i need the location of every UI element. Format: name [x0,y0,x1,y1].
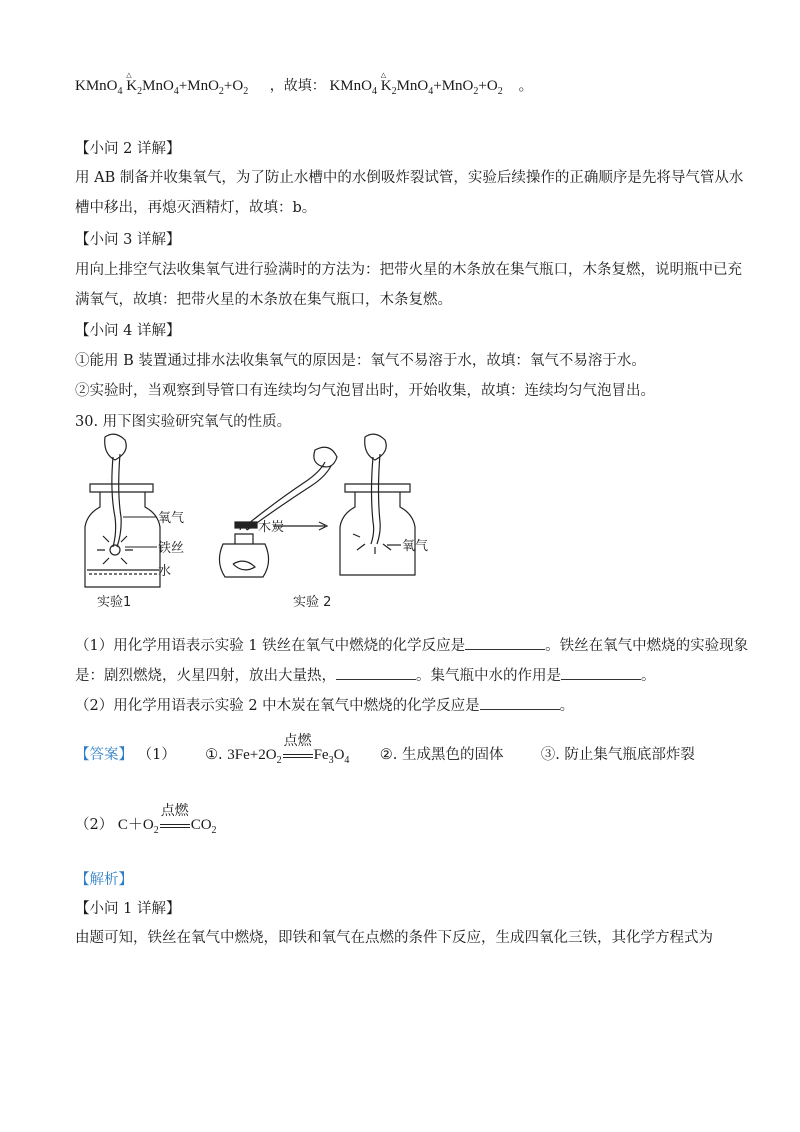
subq1-text-a: （1）用化学用语表示实验 1 铁丝在氧气中燃烧的化学反应是 [75,638,466,654]
label-iron-wire: 铁丝 [158,541,185,556]
formula-mno4: MnO [142,78,174,94]
eq2-condition: 点燃 [160,803,189,819]
subq1-text-c: 是：剧烈燃烧，火星四射，放出大量热， [75,668,336,684]
label-charcoal: 木炭 [258,520,285,535]
formula-k: K [126,78,138,94]
eq1-arrow [282,733,314,764]
q4-text-1: ①能用 B 装置通过排水法收集氧气的原因是：氧气不易溶于水，故填：氧气不易溶于水。 [75,353,646,369]
caption-exp2: 实验 2 [293,595,332,610]
label-oxygen-3: 氧气 [402,539,429,554]
q2-text-1: 用 AB 制备并收集氧气，为了防止水槽中的水倒吸炸裂试管，实验后续操作的正确顺序是先将导气管从水 [75,170,744,186]
formula-k-2: K [380,78,392,94]
analysis-heading: 【小问 1 详解】 [75,901,181,917]
answer-part1: （1） [137,747,176,763]
formula-kmno4-2: KMnO [329,78,372,94]
formula-mno2-2: +MnO [433,78,474,94]
period: 。 [518,78,534,94]
answer-n3: ③. 防止集气瓶底部炸裂 [540,747,695,763]
subq1-text-e: 。 [641,668,656,684]
formula-kmno4: KMnO [75,78,118,94]
eq1-rhs2: O [333,747,345,763]
subq2-text-a: （2）用化学用语表示实验 2 中木炭在氧气中燃烧的化学反应是 [75,698,480,714]
subq1-line-2 [75,664,656,685]
text-fill: ，故填： [269,78,326,94]
q3-text-2: 满氧气，故填：把带火星的木条放在集气瓶口，木条复燃。 [75,292,452,308]
answer-line-2 [75,803,217,836]
analysis-text-1: 由题可知，铁丝在氧气中燃烧，即铁和氧气在点燃的条件下反应，生成四氧化三铁，其化学方程式为 [75,930,713,946]
answer-blank-3[interactable] [561,665,641,680]
formula-mno2: +MnO [178,78,219,94]
q2-heading: 【小问 2 详解】 [75,141,181,157]
formula-o2: +O [223,78,244,94]
q2-text-2: 槽中移出，再熄灭酒精灯，故填：b。 [75,200,317,216]
q4-text-2: ②实验时，当观察到导管口有连续均匀气泡冒出时，开始收集，故填：连续均匀气泡冒出。 [75,383,655,399]
answer-tag: 【答案】 [75,747,133,763]
eq2-lhs: C＋O [117,817,154,833]
experiment-figure [75,432,455,617]
formula-o2-2: +O [478,78,498,94]
answer-part2: （2） [75,817,114,833]
eq1-condition: 点燃 [283,733,312,749]
eq2-arrow [159,803,191,834]
subq1-line-1 [75,634,748,655]
equation-c: $C+O_2$ 点燃 $CO_2$ [118,817,217,833]
equation-line-kmno4: KMnO$_4$ $K_2MnO_4+MnO_2+O_2$ ，故填： KMnO$_4$ $K_2MnO_4+MnO_2+O_2$ 。 [75,78,534,97]
answer-line-1 [75,733,695,766]
q3-heading: 【小问 3 详解】 [75,232,181,248]
eq2-rhs: CO [190,817,212,833]
q3-text-1: 用向上排空气法收集氧气进行验满时的方法为：把带火星的木条放在集气瓶口，木条复燃，说明瓶中已充 [75,262,742,278]
eq1-sub2: 4 [344,755,350,766]
eq1-rhs: Fe [313,747,329,763]
question-30-title: 30. 用下图实验研究氧气的性质。 [75,414,292,430]
subq2-line [75,694,574,715]
label-oxygen-1: 氧气 [158,511,185,526]
caption-exp1: 实验1 [97,595,132,610]
label-water: 水 [158,564,172,579]
answer-blank-1[interactable] [465,635,545,650]
answer-n2: ②. 生成黑色的固体 [379,747,504,763]
eq1-lhs: 3Fe+2O [227,747,277,763]
subq1-text-d: 。集气瓶中水的作用是 [416,668,561,684]
equation-fe: $3Fe+2O_2$ 点燃 $Fe_3O_4$ [227,747,353,763]
analysis-tag: 【解析】 [75,872,133,888]
subq1-text-b: 。铁丝在氧气中燃烧的实验现象 [545,638,749,654]
answer-blank-2[interactable] [336,665,416,680]
eq1-sub1: 3 [328,755,334,766]
q4-heading: 【小问 4 详解】 [75,323,181,339]
subq2-text-b: 。 [559,698,575,714]
answer-blank-4[interactable] [480,695,560,710]
formula-mno4-2: MnO [396,78,429,94]
answer-n1: ①. [205,747,223,763]
